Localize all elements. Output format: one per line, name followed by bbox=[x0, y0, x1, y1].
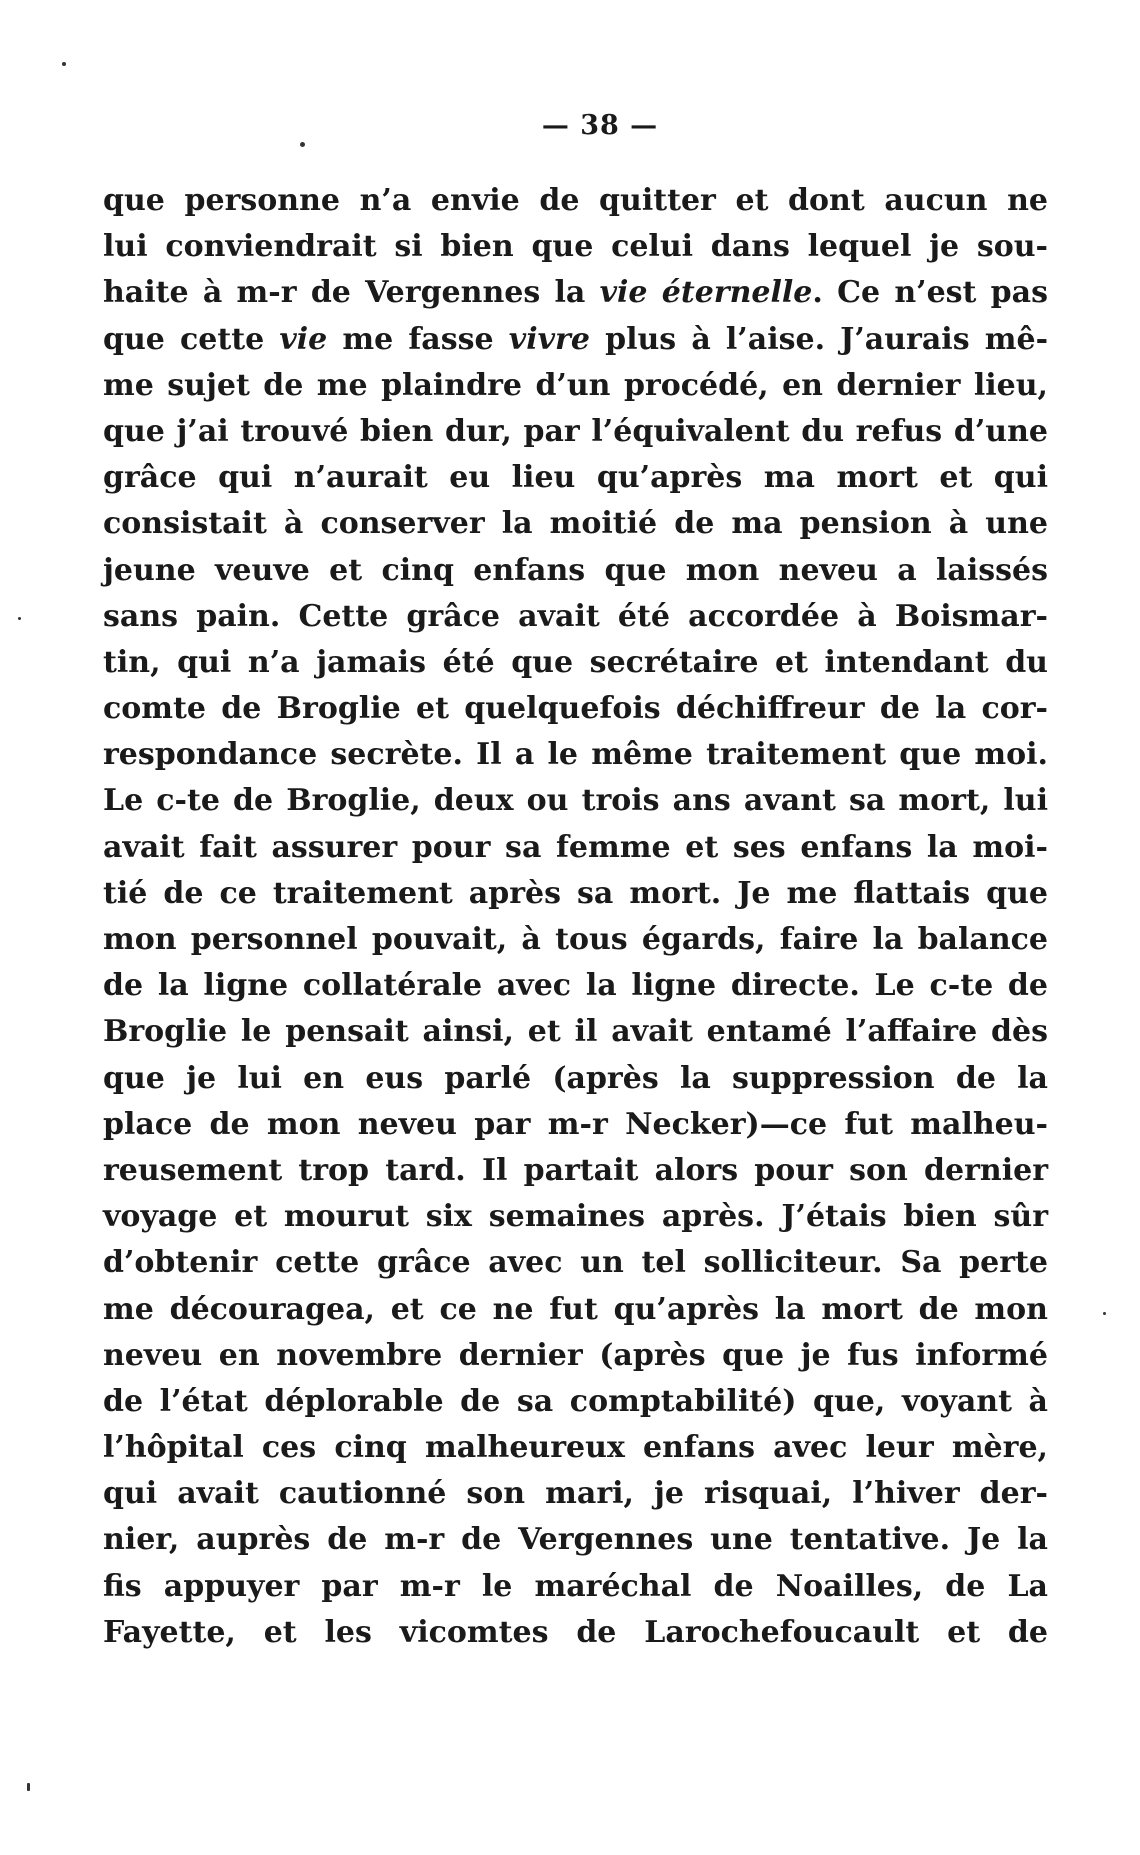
italic-phrase: vie bbox=[279, 321, 328, 357]
italic-phrase: vivre bbox=[508, 321, 590, 357]
text-line: Fayette, et les vicomtes de Larochefoucault et de bbox=[103, 1614, 1048, 1650]
text-line: reusement trop tard. Il partait alors pour son dernier bbox=[103, 1152, 1048, 1188]
text-line: que j’ai trouvé bien dur, par l’équivalent du refus d’une bbox=[103, 413, 1048, 449]
text-line: mon personnel pouvait, à tous égards, faire la balance bbox=[103, 922, 1048, 957]
text-line: respondance secrète. Il a le même traitement que moi. bbox=[103, 737, 1048, 773]
text-line: Le c-te de Broglie, deux ou trois ans avant sa mort, lui bbox=[103, 783, 1048, 819]
text-line: sans pain. Cette grâce avait été accordée à Boismar- bbox=[103, 598, 1048, 634]
print-speck bbox=[300, 142, 305, 147]
text-line: grâce qui n’aurait eu lieu qu’après ma mort et qui bbox=[103, 460, 1048, 496]
text-line: d’obtenir cette grâce avec un tel solliciteur. Sa perte bbox=[103, 1245, 1048, 1281]
text-segment: que cette bbox=[103, 321, 280, 357]
text-line: voyage et mourut six semaines après. J’étais bien sûr bbox=[103, 1199, 1048, 1235]
print-speck bbox=[62, 62, 66, 66]
body-text bbox=[103, 178, 1048, 1656]
text-line: consistait à conserver la moitié de ma pension à une bbox=[103, 506, 1048, 542]
text-line: qui avait cautionné son mari, je risquai, l’hiver der- bbox=[103, 1476, 1048, 1512]
italic-phrase: vie éternelle bbox=[599, 275, 813, 311]
print-speck bbox=[18, 617, 21, 620]
text-line: neveu en novembre dernier (après que je fus informé bbox=[103, 1337, 1048, 1373]
text-line: tié de ce traitement après sa mort. Je me flattais que bbox=[103, 875, 1048, 911]
text-line: lui conviendrait si bien que celui dans lequel je sou- bbox=[103, 229, 1048, 265]
text-line: me découragea, et ce ne fut qu’après la mort de mon bbox=[103, 1291, 1048, 1327]
text-line: avait fait assurer pour sa femme et ses enfans la moi- bbox=[103, 829, 1048, 865]
text-line: nier, auprès de m-r de Vergennes une tentative. Je la bbox=[103, 1522, 1048, 1558]
text-line: place de mon neveu par m-r Necker)—ce fut malheu- bbox=[103, 1106, 1048, 1142]
text-line: l’hôpital ces cinq malheureux enfans avec leur mère, bbox=[103, 1430, 1048, 1466]
text-segment: plus à l’aise. J’aurais mê- bbox=[589, 321, 1049, 357]
text-line: jeune veuve et cinq enfans que mon neveu a laissés bbox=[103, 552, 1048, 588]
text-line bbox=[103, 270, 1048, 316]
text-line: tin, qui n’a jamais été que secrétaire et intendant du bbox=[103, 644, 1048, 680]
page-number: — 38 — bbox=[541, 110, 659, 141]
text-line: Broglie le pensait ainsi, et il avait entamé l’affaire dès bbox=[103, 1014, 1048, 1050]
text-line bbox=[103, 317, 1048, 363]
text-line: comte de Broglie et quelquefois déchiffreur de la cor- bbox=[103, 691, 1048, 727]
text-line: que personne n’a envie de quitter et dont aucun ne bbox=[103, 183, 1048, 218]
text-segment: . Ce n’est pas bbox=[812, 275, 1048, 311]
print-speck bbox=[27, 1783, 30, 1791]
text-line: fis appuyer par m-r le maréchal de Noailles, de La bbox=[103, 1568, 1048, 1604]
text-segment: haite à m-r de Vergennes la bbox=[103, 275, 600, 311]
text-line: que je lui en eus parlé (après la suppression de la bbox=[103, 1060, 1048, 1096]
text-segment: me fasse bbox=[327, 321, 509, 357]
text-line: de la ligne collatérale avec la ligne directe. Le c-te de bbox=[103, 968, 1048, 1004]
print-speck bbox=[1103, 1312, 1106, 1315]
text-line: me sujet de me plaindre d’un procédé, en dernier lieu, bbox=[103, 367, 1048, 403]
text-line: de l’état déplorable de sa comptabilité) que, voyant à bbox=[103, 1383, 1048, 1419]
